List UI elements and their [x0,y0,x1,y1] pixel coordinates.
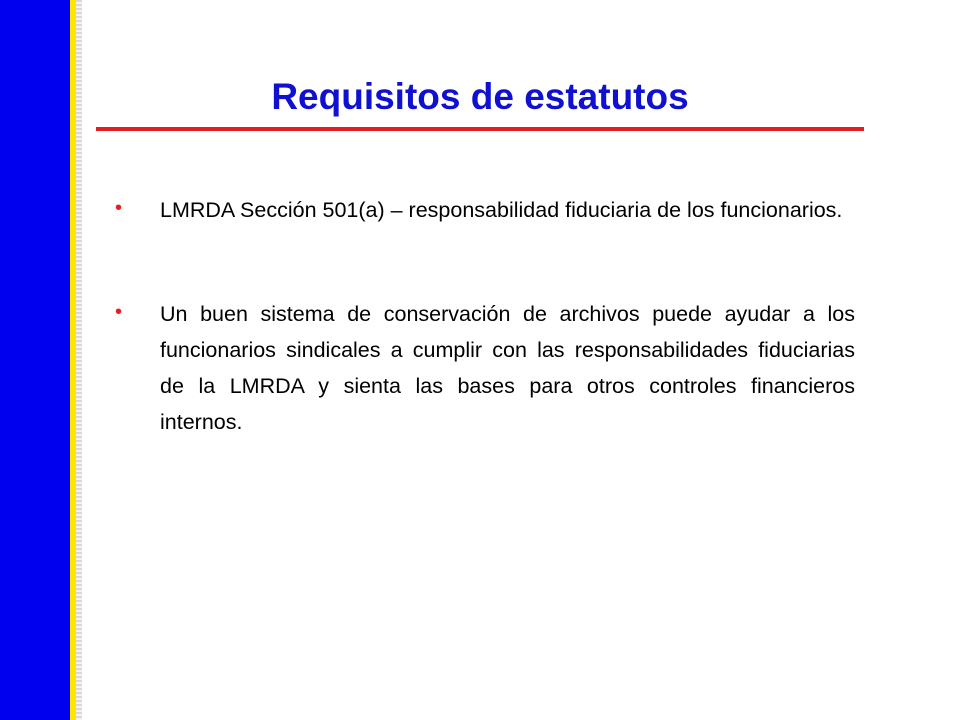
bullet-marker: • [115,197,123,219]
bullet-marker: • [115,301,123,323]
left-bar-shadow [76,0,82,720]
slide-title: Requisitos de estatutos [271,76,689,117]
bullet-text: Un buen sistema de conservación de archivos puede ayudar a los funcionarios sindicales a cumplir con las responsabilidades fiduciarias de la LMRDA y sienta las bases para otros controles financieros internos. [160,302,855,434]
bullet-item [115,192,855,228]
bullet-list [115,192,855,508]
bullet-item [115,296,855,440]
left-decorative-bar [0,0,70,720]
bullet-text: LMRDA Sección 501(a) – responsabilidad fiduciaria de los funcionarios. [160,198,843,222]
title-underline [96,127,864,131]
